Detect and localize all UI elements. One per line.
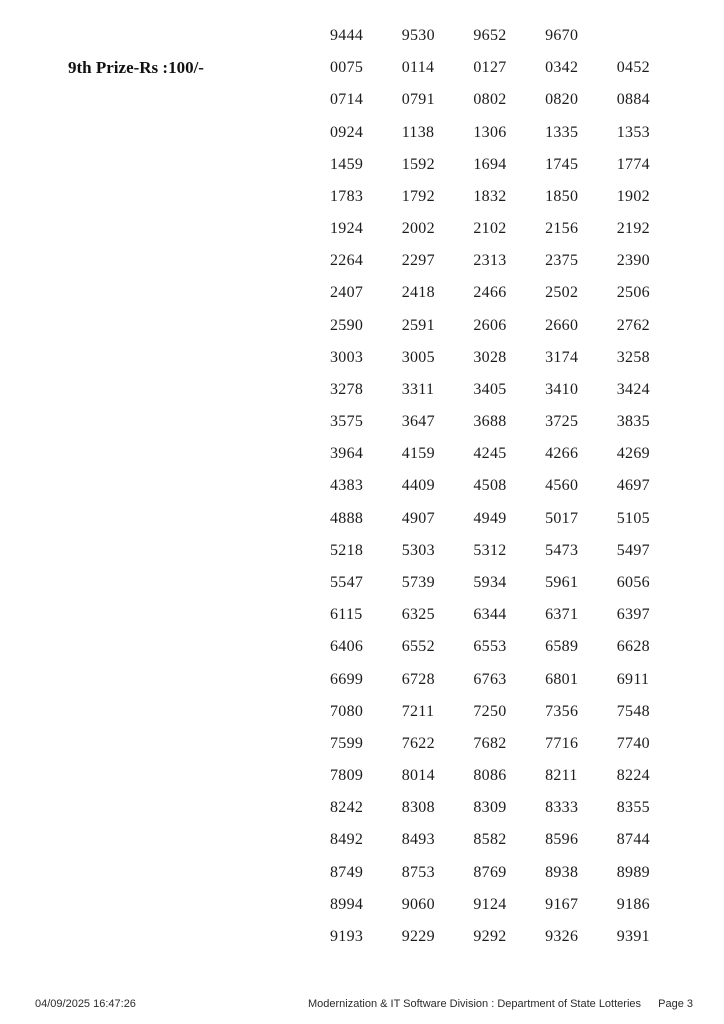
- winning-number: 5934: [473, 574, 507, 591]
- winning-number: 1902: [616, 187, 650, 205]
- winning-number: 1592: [401, 155, 435, 173]
- number-row: [330, 213, 700, 245]
- winning-number: 8596: [545, 831, 579, 849]
- winning-number: 6056: [616, 574, 650, 591]
- winning-number: 2606: [473, 316, 507, 334]
- winning-number: 9186: [616, 895, 650, 913]
- winning-number: 9060: [401, 895, 435, 913]
- number-row: [330, 856, 700, 888]
- winning-number: 2660: [545, 316, 579, 334]
- winning-number: 2762: [616, 316, 650, 334]
- winning-number: 9391: [616, 927, 650, 945]
- winning-number: 2264: [330, 252, 364, 270]
- winning-number: 2466: [473, 284, 507, 302]
- winning-number: 2102: [473, 220, 507, 238]
- winning-number: 2390: [616, 252, 650, 270]
- winning-number: 2590: [330, 316, 364, 334]
- winning-number: 6628: [616, 638, 650, 656]
- winning-number: 1792: [401, 187, 435, 205]
- winning-number: 5218: [330, 541, 364, 559]
- winning-number: 9530: [401, 27, 435, 45]
- winning-number: 4383: [330, 477, 364, 495]
- number-row: [330, 792, 700, 824]
- winning-number: 9670: [545, 27, 579, 45]
- number-row: [330, 503, 700, 535]
- winning-number: 4907: [401, 509, 435, 527]
- winning-number: 6325: [401, 606, 435, 624]
- number-row: [330, 342, 700, 374]
- winning-number: 8582: [473, 831, 507, 849]
- winning-number: 9167: [545, 895, 579, 913]
- number-row: [330, 663, 700, 695]
- number-row: [330, 52, 700, 84]
- footer-division-text: Modernization & IT Software Division : Department of State Lotteries: [308, 998, 642, 1010]
- winning-number: 2375: [545, 252, 579, 270]
- winning-number: 2192: [616, 220, 650, 238]
- winning-number: 5547: [330, 574, 364, 591]
- winning-number: 5497: [616, 541, 650, 559]
- page-footer: [0, 998, 724, 1014]
- number-row: [330, 921, 700, 953]
- winning-number: 6397: [616, 606, 650, 624]
- winning-number: 1774: [616, 155, 650, 173]
- winning-number: 6371: [545, 606, 579, 624]
- winning-number: 0791: [401, 91, 435, 109]
- winning-number: 8744: [616, 831, 650, 849]
- number-row: [330, 310, 700, 342]
- number-row: [330, 824, 700, 856]
- number-row: [330, 117, 700, 149]
- winning-number: 8769: [473, 863, 507, 881]
- winning-number: 5961: [545, 574, 579, 591]
- number-row: [330, 889, 700, 921]
- winning-number: 8938: [545, 863, 579, 881]
- winning-number: 1138: [401, 123, 435, 141]
- winning-number: 2313: [473, 252, 507, 270]
- winning-number: 0114: [401, 59, 435, 77]
- winning-number: 3725: [545, 413, 579, 431]
- winning-number: 2591: [401, 316, 435, 334]
- winning-number: 2002: [401, 220, 435, 238]
- winning-number: 4409: [401, 477, 435, 495]
- winning-number: 0820: [545, 91, 579, 109]
- winning-number: 0884: [616, 91, 650, 109]
- winning-number: 3688: [473, 413, 507, 431]
- footer-datetime: 04/09/2025 16:47:26: [35, 998, 136, 1010]
- number-row: [330, 567, 700, 599]
- number-row: [330, 470, 700, 502]
- winning-number: 5017: [545, 509, 579, 527]
- winning-number: 9124: [473, 895, 507, 913]
- winning-number: 1694: [473, 155, 507, 173]
- winning-number: 0075: [330, 59, 364, 77]
- winning-number: 0714: [330, 91, 364, 109]
- winning-number: 3835: [616, 413, 650, 431]
- number-row: [330, 760, 700, 792]
- winning-number: 6589: [545, 638, 579, 656]
- winning-number: 6699: [330, 670, 364, 688]
- winning-number: 8014: [401, 767, 435, 785]
- winning-number: 5303: [401, 541, 435, 559]
- winning-number: 1459: [330, 155, 364, 173]
- winning-number: 3424: [616, 380, 650, 398]
- number-row: [330, 245, 700, 277]
- winning-number: 1745: [545, 155, 579, 173]
- winning-number: 4266: [545, 445, 579, 463]
- winning-number: 7211: [401, 702, 435, 720]
- winning-numbers-grid: [330, 20, 700, 953]
- winning-number: 1924: [330, 220, 364, 238]
- prize-label: 9th Prize-Rs :100/-: [68, 58, 204, 77]
- number-row: [330, 84, 700, 116]
- winning-number: 6911: [616, 670, 650, 688]
- winning-number: 8355: [616, 799, 650, 817]
- winning-number: 7809: [330, 767, 364, 785]
- number-row: [330, 535, 700, 567]
- winning-number: 8211: [545, 767, 578, 785]
- winning-number: 1335: [545, 123, 579, 141]
- winning-number: 6115: [330, 606, 363, 624]
- winning-number: 3410: [545, 380, 579, 398]
- winning-number: 0802: [473, 91, 507, 109]
- winning-number: 7356: [545, 702, 579, 720]
- winning-number: 8086: [473, 767, 507, 785]
- number-row: [330, 728, 700, 760]
- winning-number: 4269: [616, 445, 650, 463]
- winning-number: 9229: [401, 927, 435, 945]
- winning-number: 3311: [401, 380, 435, 398]
- winning-number: 6552: [401, 638, 435, 656]
- winning-number: 1832: [473, 187, 507, 205]
- winning-number: 2407: [330, 284, 364, 302]
- winning-number: 8333: [545, 799, 579, 817]
- number-row: [330, 20, 700, 52]
- winning-number: 2156: [545, 220, 579, 238]
- winning-number: 4888: [330, 509, 364, 527]
- winning-number: 0924: [330, 123, 364, 141]
- winning-number: 2502: [545, 284, 579, 302]
- winning-number: 7740: [616, 734, 650, 752]
- winning-number: 9193: [330, 927, 364, 945]
- winning-number: 4949: [473, 509, 507, 527]
- number-row: [330, 599, 700, 631]
- winning-number: 7682: [473, 734, 507, 752]
- number-row: [330, 149, 700, 181]
- winning-number: 8224: [616, 767, 650, 785]
- winning-number: 5473: [545, 541, 579, 559]
- winning-number: 8493: [401, 831, 435, 849]
- winning-number: 3258: [616, 348, 650, 366]
- winning-number: 8994: [330, 895, 364, 913]
- winning-number: 7548: [616, 702, 650, 720]
- winning-number: 8242: [330, 799, 364, 817]
- winning-number: 3005: [401, 348, 435, 366]
- winning-number: 3647: [401, 413, 435, 431]
- winning-number: 8989: [616, 863, 650, 881]
- winning-number: 7622: [401, 734, 435, 752]
- winning-number: 6763: [473, 670, 507, 688]
- winning-number: 0342: [545, 59, 579, 77]
- number-row: [330, 277, 700, 309]
- winning-number: 3405: [473, 380, 507, 398]
- winning-number: 1306: [473, 123, 507, 141]
- winning-number: 9444: [330, 27, 364, 45]
- winning-number: 4245: [473, 445, 507, 463]
- number-row: [330, 438, 700, 470]
- winning-number: 7080: [330, 702, 364, 720]
- winning-number: 4697: [616, 477, 650, 495]
- winning-number: 8753: [401, 863, 435, 881]
- winning-number: 7250: [473, 702, 507, 720]
- winning-number: 0127: [473, 59, 507, 77]
- winning-number: 8492: [330, 831, 364, 849]
- winning-number: 9652: [473, 27, 507, 45]
- winning-number: 2418: [401, 284, 435, 302]
- winning-number: 3964: [330, 445, 364, 463]
- winning-number: 2506: [616, 284, 650, 302]
- winning-number: 3003: [330, 348, 364, 366]
- number-row: [330, 374, 700, 406]
- winning-number: 7599: [330, 734, 364, 752]
- winning-number: 5312: [473, 541, 507, 559]
- winning-number: 0452: [616, 59, 650, 77]
- winning-number: 3575: [330, 413, 364, 431]
- winning-number: 4560: [545, 477, 579, 495]
- winning-number: 6728: [401, 670, 435, 688]
- footer-page-number: Page 3: [658, 998, 693, 1010]
- winning-number: 8308: [401, 799, 435, 817]
- number-row: [330, 181, 700, 213]
- number-row: [330, 631, 700, 663]
- winning-number: 1353: [616, 123, 650, 141]
- winning-number: 2297: [401, 252, 435, 270]
- winning-number: 3278: [330, 380, 364, 398]
- winning-number: 5739: [401, 574, 435, 591]
- winning-number: 6344: [473, 606, 507, 624]
- winning-number: 3028: [473, 348, 507, 366]
- winning-number: 6406: [330, 638, 364, 656]
- winning-number: 9326: [545, 927, 579, 945]
- winning-number: 7716: [545, 734, 579, 752]
- winning-number: 8309: [473, 799, 507, 817]
- winning-number: 8749: [330, 863, 364, 881]
- winning-number: 1783: [330, 187, 364, 205]
- winning-number: 1850: [545, 187, 579, 205]
- winning-number: 9292: [473, 927, 507, 945]
- winning-number: 5105: [616, 509, 650, 527]
- number-row: [330, 406, 700, 438]
- winning-number: 6801: [545, 670, 579, 688]
- winning-number: 3174: [545, 348, 579, 366]
- winning-number: 4159: [401, 445, 435, 463]
- winning-number: 6553: [473, 638, 507, 656]
- winning-number: 4508: [473, 477, 507, 495]
- number-row: [330, 696, 700, 728]
